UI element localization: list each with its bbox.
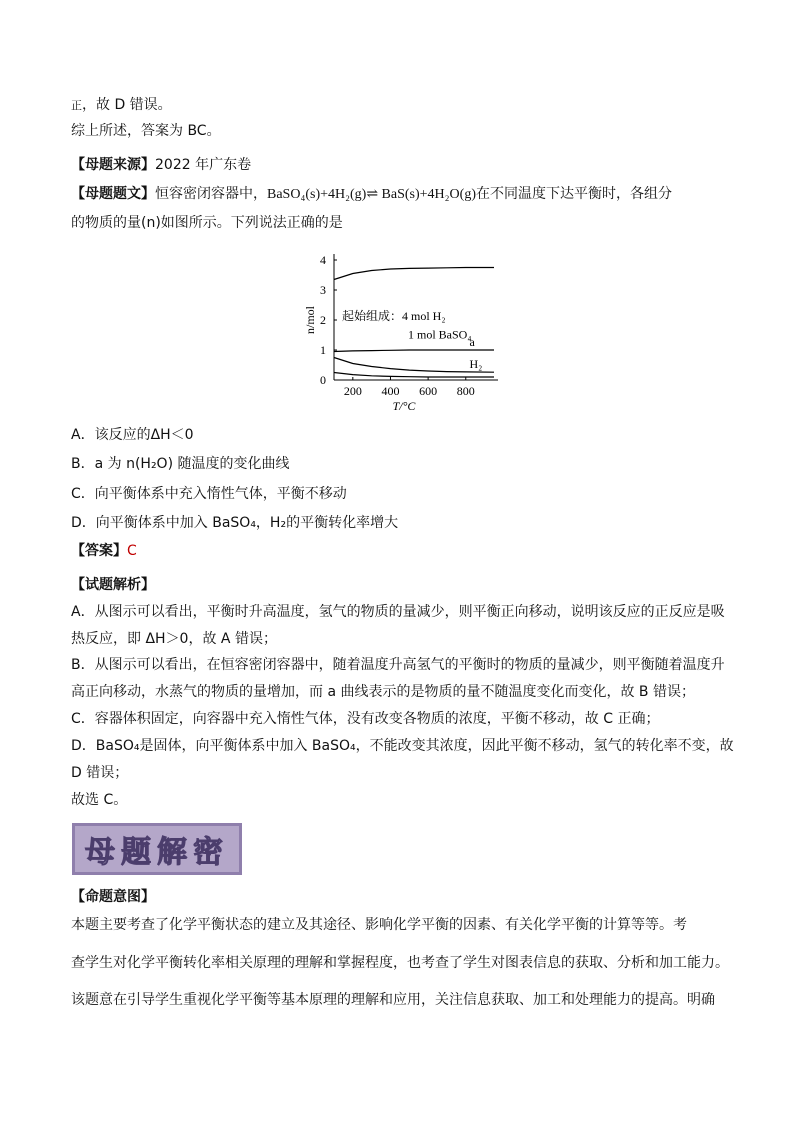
series-line-1: [334, 350, 494, 352]
analysis-line: B．从图示可以看出，在恒容密闭容器中，随着温度升高氢气的平衡时的物质的量减少，则平衡随着温度升: [71, 657, 725, 673]
question-line-1: [71, 184, 672, 205]
source-bracket: 【母题来源】: [71, 157, 155, 173]
x-tick-label: 800: [456, 384, 475, 398]
source-text: 2022 年广东卷: [155, 157, 252, 173]
analysis-line: D．BaSO₄是固体，向平衡体系中加入 BaSO₄，不能改变其浓度，因此平衡不移动，氢气的转化率不变，故: [71, 738, 734, 754]
y-tick-label: 4: [320, 253, 326, 267]
x-tick-label: 600: [419, 384, 438, 398]
y-tick-label: 0: [320, 373, 326, 387]
series-line-3: [334, 373, 494, 378]
x-axis-label: T/°C: [392, 399, 416, 413]
series-line-0: [334, 268, 494, 280]
analysis-line: A．从图示可以看出，平衡时升高温度，氢气的物质的量减少，则平衡正向移动，说明该反应的正反应是吸: [71, 604, 725, 620]
question-tail: 在不同温度下达平衡时，各组分: [475, 186, 672, 202]
annotation-line-2: 1 mol BaSO₄: [408, 327, 472, 342]
option-c: C．向平衡体系中充入惰性气体，平衡不移动: [71, 486, 347, 502]
option-a: A．该反应的ΔH＜0: [71, 427, 194, 443]
analysis-line: D 错误；: [71, 765, 129, 781]
answer-bracket: 【答案】: [71, 543, 127, 559]
question-bracket: 【母题题文】: [71, 186, 155, 202]
series-label-2: H₂: [469, 357, 483, 372]
analysis-heading: [71, 575, 155, 595]
intent-heading: [71, 887, 155, 907]
x-tick-label: 200: [343, 384, 362, 398]
annotation-line-1: 起始组成：4 mol H₂: [342, 309, 446, 323]
top-line-2: 综上所述，答案为 BC。: [71, 123, 221, 139]
banner-text: 母题解密: [85, 835, 229, 870]
top-line-1: [71, 95, 172, 116]
analysis-line: C．容器体积固定，向容器中充入惰性气体，没有改变各物质的浓度，平衡不移动，故 C 正确；: [71, 711, 660, 727]
equilibrium-chart: [298, 245, 508, 415]
top-line-1-fragment: 正: [71, 99, 82, 112]
option-d: D．向平衡体系中加入 BaSO₄，H₂的平衡转化率增大: [71, 515, 399, 531]
source-line: [71, 155, 251, 175]
y-axis-label: n/mol: [303, 305, 317, 335]
question-intro: 恒容密闭容器中，: [155, 186, 267, 202]
analysis-bracket: 【试题解析】: [71, 577, 155, 593]
section-banner: [72, 823, 242, 875]
y-tick-label: 1: [320, 343, 326, 357]
top-line-1-text: ，故 D 错误。: [82, 97, 172, 113]
x-tick-label: 400: [381, 384, 400, 398]
analysis-line: 热反应，即 ΔH＞0，故 A 错误；: [71, 631, 277, 647]
reaction-equation: BaSO₄(s)+4H₂(g)⇌ BaS(s)+4H₂O(g): [267, 187, 476, 202]
analysis-line: 高正向移动，水蒸气的物质的量增加，而 a 曲线表示的是物质的量不随温度变化而变化，故 B 错误；: [71, 684, 695, 700]
y-tick-label: 3: [320, 283, 326, 297]
intent-line: 查学生对化学平衡转化率相关原理的理解和掌握程度，也考查了学生对图表信息的获取、分析和加工能力。: [71, 955, 729, 971]
question-line-2: 的物质的量(n)如图所示。下列说法正确的是: [71, 215, 343, 231]
analysis-line: 故选 C。: [71, 792, 128, 808]
option-b: B．a 为 n(H₂O) 随温度的变化曲线: [71, 456, 290, 472]
answer-value: C: [127, 543, 137, 559]
intent-line: 该题意在引导学生重视化学平衡等基本原理的理解和应用，关注信息获取、加工和处理能力的提高。明确: [71, 992, 715, 1008]
series-label-1: a: [469, 335, 475, 349]
intent-bracket: 【命题意图】: [71, 889, 155, 905]
y-tick-label: 2: [320, 313, 326, 327]
intent-line: 本题主要考查了化学平衡状态的建立及其途径、影响化学平衡的因素、有关化学平衡的计算等等。考: [71, 917, 687, 933]
answer-line: [71, 541, 137, 561]
